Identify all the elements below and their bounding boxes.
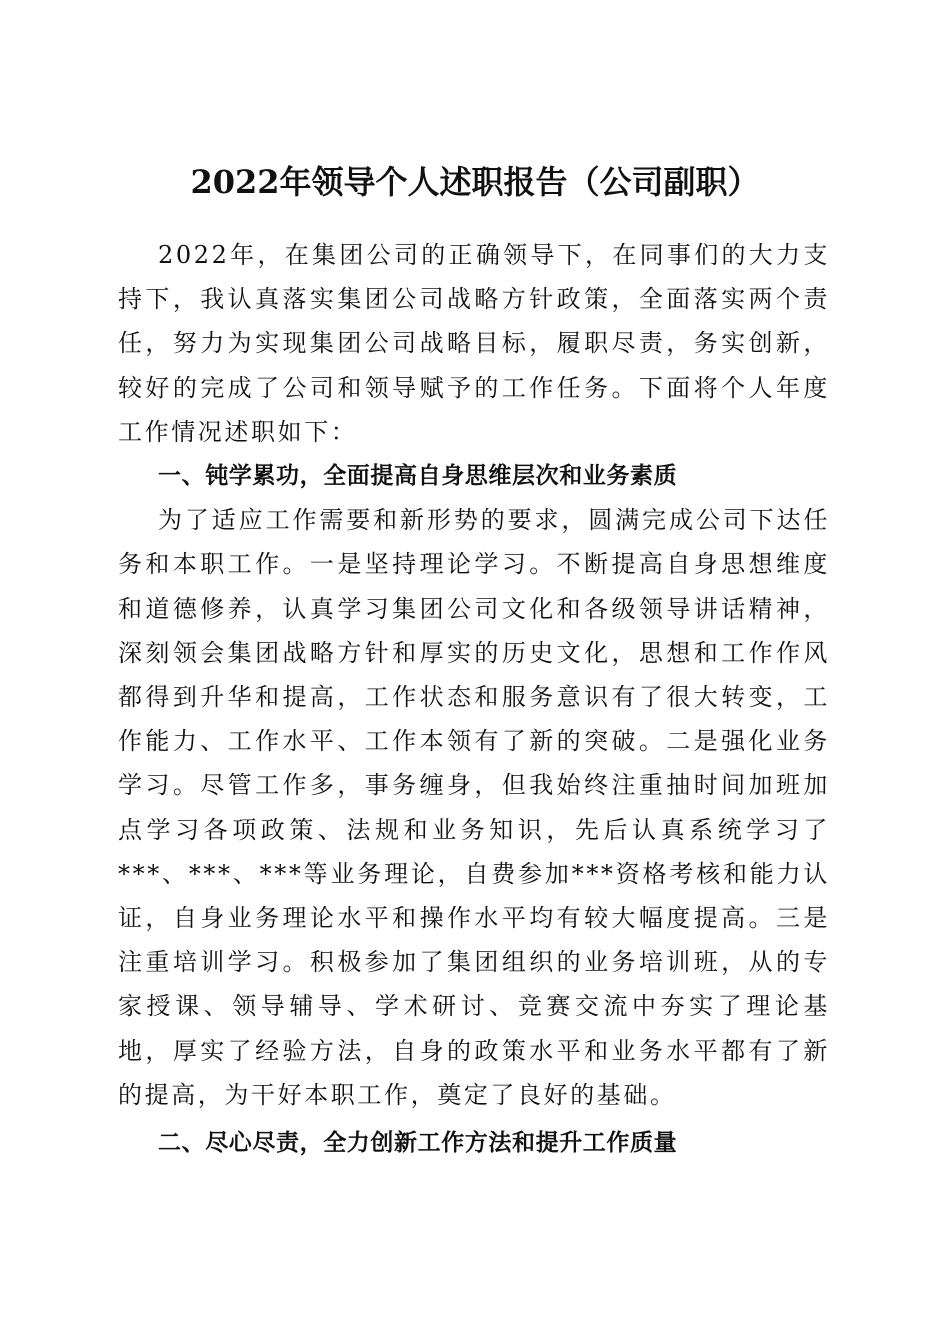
section-1-paragraph: 为了适应工作需要和新形势的要求，圆满完成公司下达任务和本职工作。一是坚持理论学习。不断提高自身思想维度和道德修养，认真学习集团公司文化和各级领导讲话精神，深刻领会集团战略方针和厚实的历史文化，思想和工作作风都得到升华和提高，工作状态和服务意识有了很大转变，工作能力、工作水平、工作本领有了新的突破。二是强化业务学习。尽管工作多，事务缠身，但我始终注重抽时间加班加点学习各项政策、法规和业务知识，先后认真系统学习了***、***、***等业务理论，自费参加***资格考核和能力认证，自身业务理论水平和操作水平均有较大幅度提高。三是注重培训学习。积极参加了集团组织的业务培训班，从的专家授课、领导辅导、学术研讨、竞赛交流中夯实了理论基地，厚实了经验方法，自身的政策水平和业务水平都有了新的提高，为干好本职工作，奠定了良好的基础。 — [118, 506, 830, 1109]
section-2-heading: 二、尽心尽责，全力创新工作方法和提升工作质量 — [158, 1130, 678, 1157]
section-1-heading: 一、钝学累功，全面提高自身思维层次和业务素质 — [158, 463, 678, 490]
document-body — [118, 233, 830, 1165]
document-title: 2022年领导个人述职报告（公司副职） — [190, 163, 760, 202]
intro-paragraph: 2022年，在集团公司的正确领导下，在同事们的大力支持下，我认真落实集团公司战略方针政策，全面落实两个责任，努力为实现集团公司战略目标，履职尽责，务实创新，较好的完成了公司和领导赋予的工作任务。下面将个人年度工作情况述职如下： — [118, 241, 830, 446]
